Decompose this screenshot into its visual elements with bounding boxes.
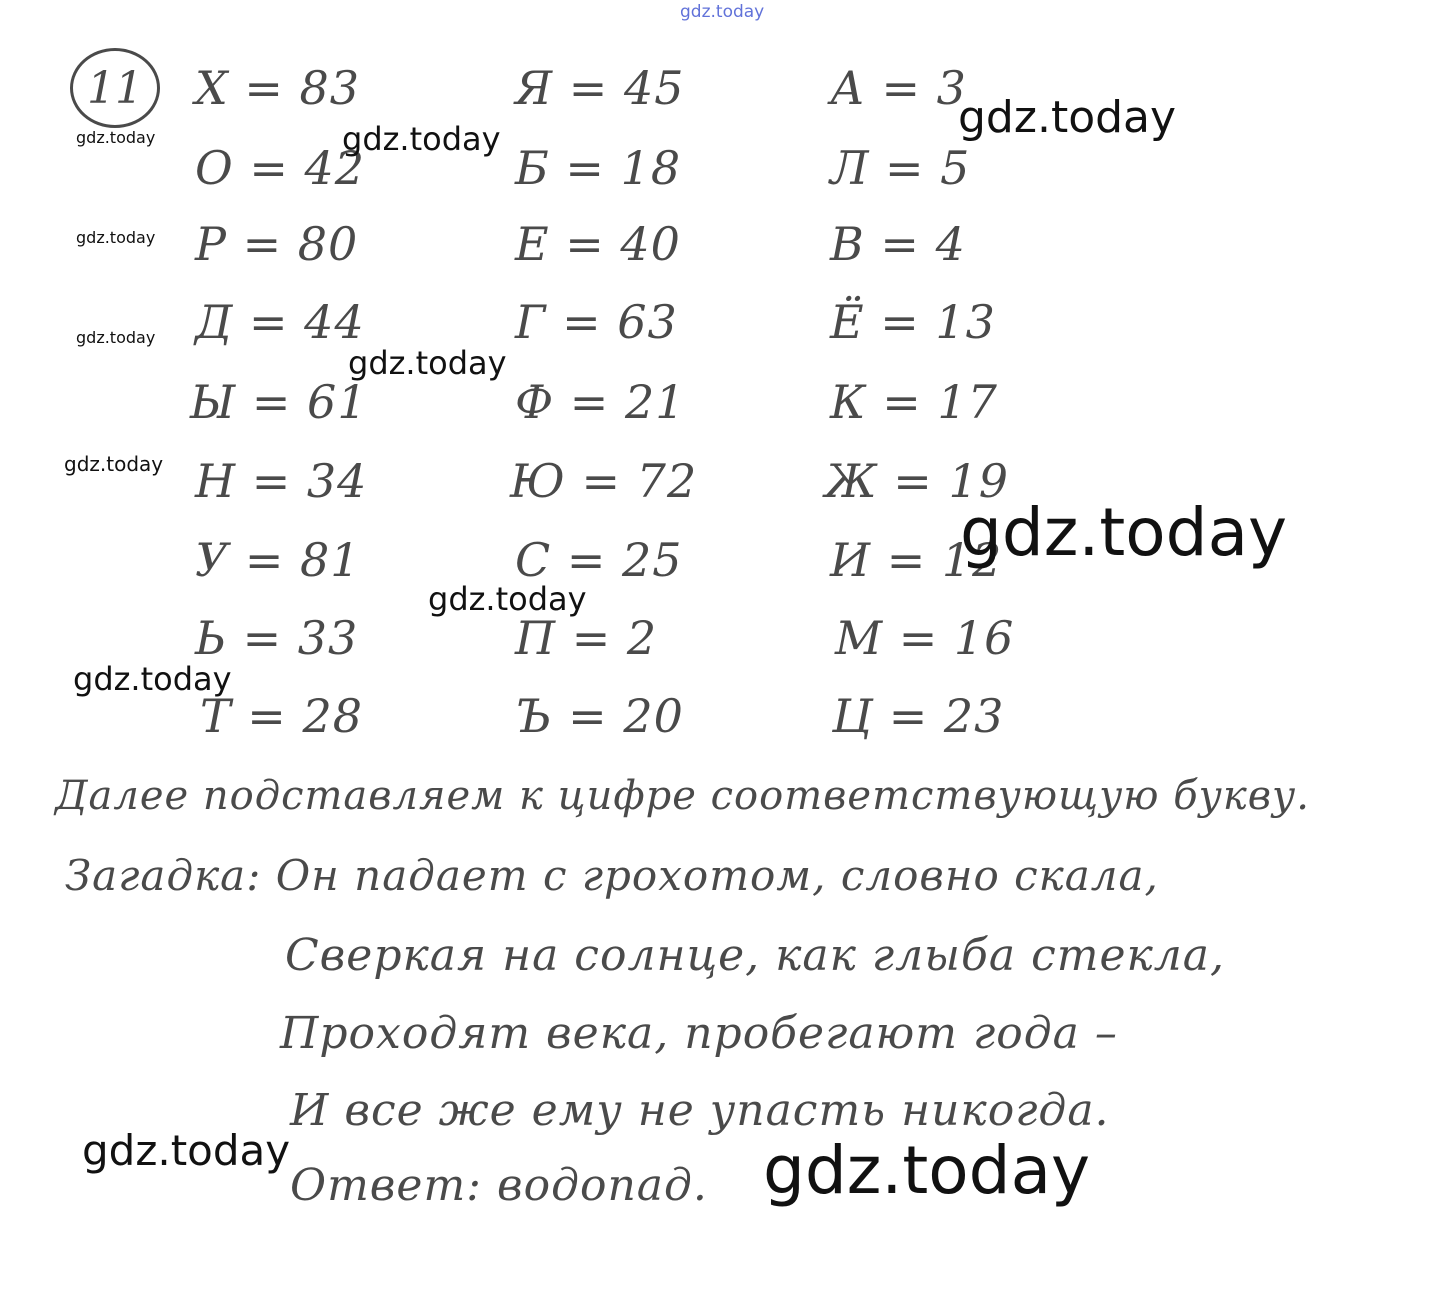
- watermark: gdz.today: [76, 228, 156, 247]
- riddle-line-3: Проходят века, пробегают года –: [280, 1008, 1118, 1059]
- letter-code: Ц = 23: [832, 689, 1005, 743]
- task-number: 11: [70, 48, 160, 128]
- watermark: gdz.today: [428, 580, 587, 618]
- riddle-line-2: Сверкая на солнце, как глыба стекла,: [285, 930, 1225, 981]
- letter-code: Л = 5: [830, 141, 971, 195]
- letter-code: Ь = 33: [195, 611, 359, 665]
- watermark: gdz.today: [958, 92, 1177, 143]
- riddle-line-4: И все же ему не упасть никогда.: [290, 1085, 1110, 1136]
- letter-code: П = 2: [515, 611, 658, 665]
- riddle-line-1: Загадка: Он падает с грохотом, словно скала,: [65, 851, 1159, 900]
- letter-code: Х = 83: [195, 61, 361, 115]
- letter-code: М = 16: [835, 611, 1015, 665]
- letter-code: В = 4: [830, 217, 966, 271]
- watermark: gdz.today: [342, 120, 501, 158]
- letter-code: Е = 40: [515, 217, 681, 271]
- letter-code: Я = 45: [515, 61, 685, 115]
- watermark-top: gdz.today: [680, 2, 765, 22]
- watermark: gdz.today: [76, 128, 156, 147]
- answer-line: Ответ: водопад.: [290, 1160, 708, 1211]
- letter-code: Н = 34: [195, 454, 368, 508]
- watermark: gdz.today: [64, 452, 164, 476]
- letter-code: У = 81: [195, 533, 361, 587]
- watermark: gdz.today: [960, 494, 1288, 571]
- letter-code: Ф = 21: [515, 375, 686, 429]
- letter-code: Ы = 61: [190, 375, 368, 429]
- watermark: gdz.today: [73, 660, 232, 698]
- instruction-line: Далее подставляем к цифре соответствующую букву.: [55, 773, 1310, 819]
- letter-code: Д = 44: [195, 295, 365, 349]
- letter-code: Р = 80: [195, 217, 359, 271]
- letter-code: К = 17: [830, 375, 998, 429]
- letter-code: Т = 28: [200, 689, 364, 743]
- letter-code: Г = 63: [515, 295, 678, 349]
- letter-code: Ж = 19: [825, 454, 1010, 508]
- letter-code: А = 3: [830, 61, 967, 115]
- letter-code: Ю = 72: [510, 454, 698, 508]
- letter-code: И = 12: [830, 533, 1003, 587]
- letter-code: Ё = 13: [830, 295, 996, 349]
- letter-code: Ъ = 20: [515, 689, 684, 743]
- watermark: gdz.today: [76, 328, 156, 347]
- letter-code: С = 25: [515, 533, 683, 587]
- watermark: gdz.today: [348, 344, 507, 382]
- watermark: gdz.today: [763, 1132, 1091, 1209]
- watermark: gdz.today: [82, 1126, 291, 1175]
- letter-code: О = 42: [195, 141, 366, 195]
- letter-code: Б = 18: [515, 141, 682, 195]
